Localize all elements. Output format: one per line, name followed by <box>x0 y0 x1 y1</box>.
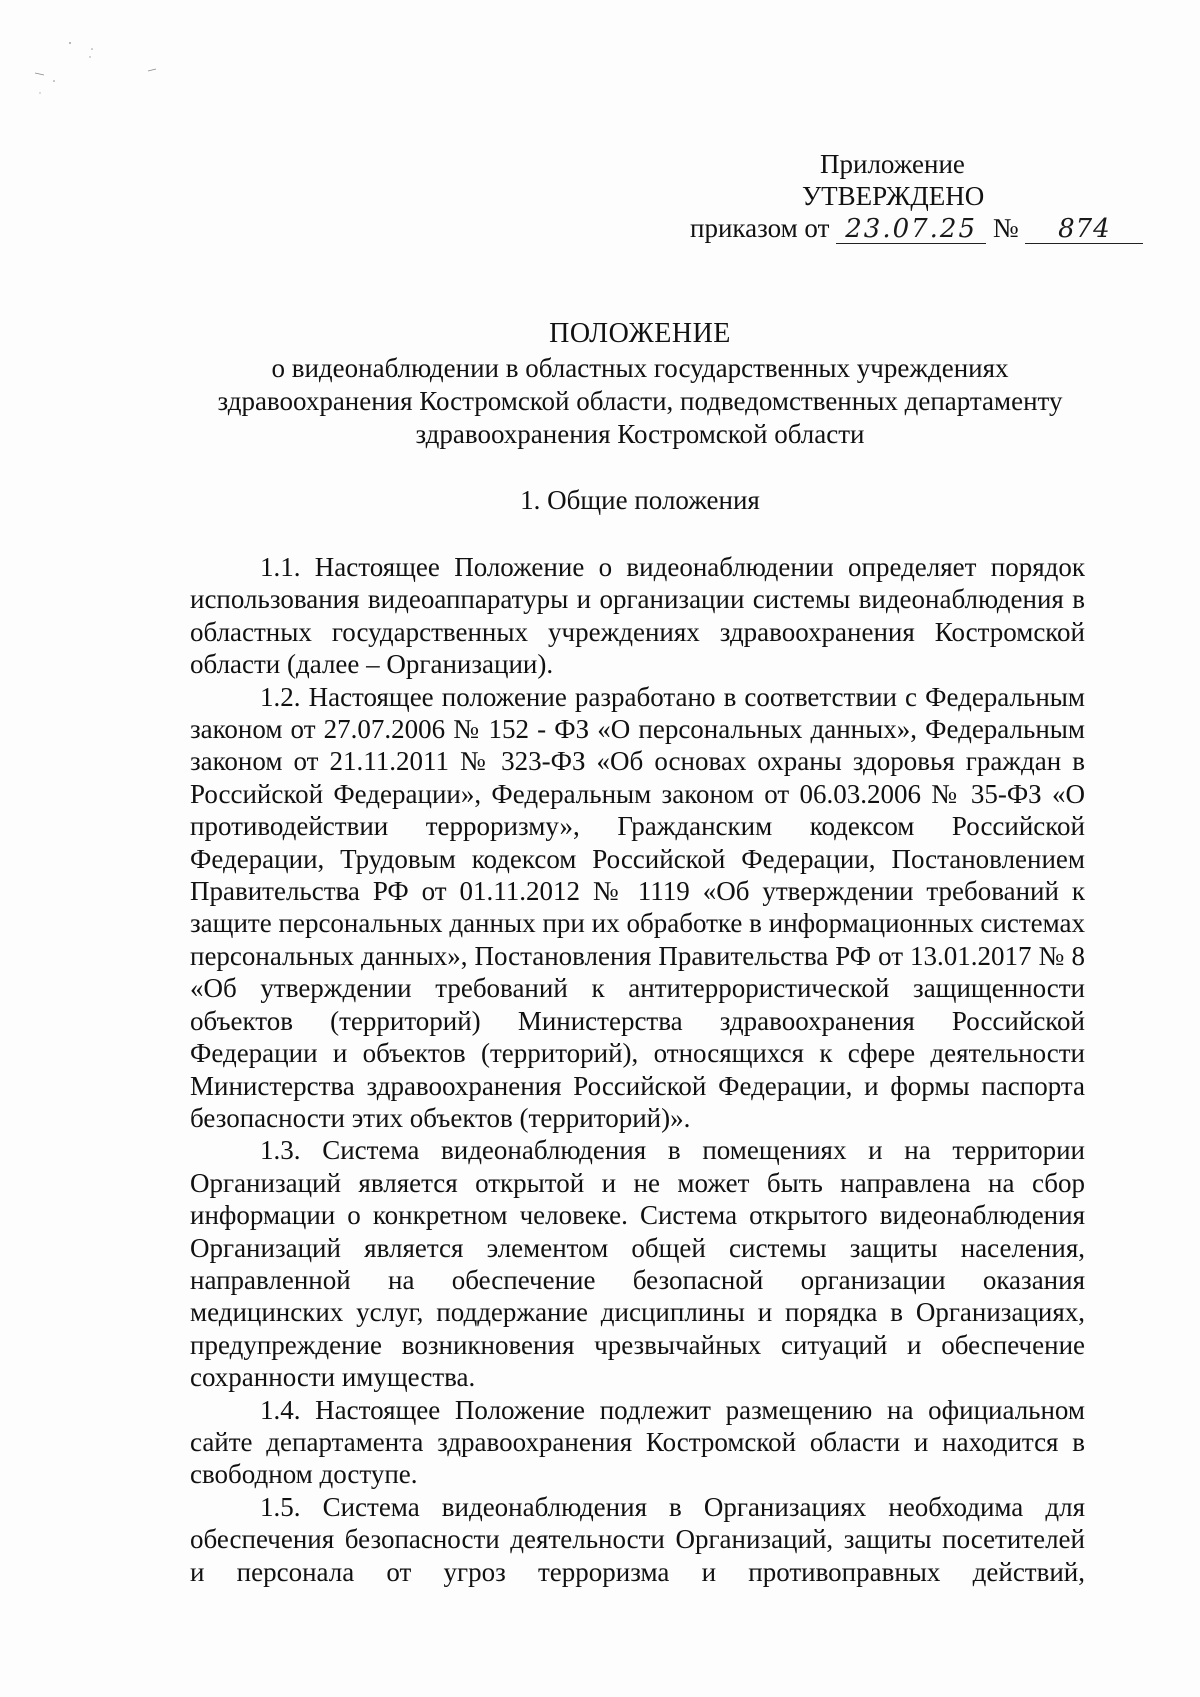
section-heading: 1. Общие положения <box>520 485 760 515</box>
order-line <box>690 212 1120 244</box>
approval-stamp-block <box>690 148 1120 244</box>
document-body <box>190 551 1085 1588</box>
document-title: ПОЛОЖЕНИЕ <box>549 318 731 349</box>
appendix-label: Приложение <box>820 149 965 179</box>
document-subtitle: о видеонаблюдении в областных государственных учреждениях здравоохранения Костромской области, подведомственных департаменту здравоохранения Костромской области <box>217 353 1063 449</box>
handwritten-order-date: 23.07.25 <box>836 215 986 244</box>
paragraph-1-1: 1.1. Настоящее Положение о видеонаблюдении определяет порядок использования видеоаппаратуры и организации системы видеонаблюдения в областных государственных учреждениях здравоохранения Костромской области (далее – Организации). <box>190 552 1085 680</box>
paragraph-1-5: 1.5. Система видеонаблюдения в Организациях необходима для обеспечения безопасности деятельности Организаций, защиты посетителей и персонала от угроз терроризма и противоправных действий, <box>190 1491 1085 1587</box>
number-sign: № <box>992 213 1019 243</box>
document-title-block <box>190 317 1090 451</box>
handwritten-order-number: 874 <box>1025 215 1143 244</box>
order-prefix: приказом от <box>690 213 830 243</box>
paragraph-1-2: 1.2. Настоящее положение разработано в соответствии с Федеральным законом от 27.07.2006 № 152 - ФЗ «О персональных данных», Федеральным законом от 21.11.2011 № 323-ФЗ «Об основах охраны здоровья граждан в Российской Федерации», Федеральным законом от 06.03.2006 № 35-ФЗ «О противодействии терроризму», Гражданским кодексом Российской Федерации, Трудовым кодексом Российской Федерации, Постановлением Правительства РФ от 01.11.2012 № 1119 «Об утверждении требований к защите персональных данных при их обработке в информационных системах персональных данных», Постановления Правительства РФ от 13.01.2017 № 8 «Об утверждении требований к антитеррористической защищенности объектов (территорий) Министерства здравоохранения Российской Федерации и объектов (территорий), относящихся к сфере деятельности Министерства здравоохранения Российской Федерации, и формы паспорта безопасности этих объектов (территорий)». <box>190 681 1085 1133</box>
scan-specks <box>30 35 180 105</box>
approved-label: УТВЕРЖДЕНО <box>802 181 985 211</box>
paragraph-1-3: 1.3. Система видеонаблюдения в помещениях и на территории Организаций является открытой и не может быть направлена на сбор информации о конкретном человеке. Система открытого видеонаблюдения Организаций является элементом общей системы защиты населения, направленной на обеспечение безопасной организации оказания медицинских услуг, поддержание дисциплины и порядка в Организациях, предупреждение возникновения чрезвычайных ситуаций и обеспечение сохранности имущества. <box>190 1135 1085 1393</box>
paragraph-1-4: 1.4. Настоящее Положение подлежит размещению на официальном сайте департамента здравоохранения Костромской области и находится в свободном доступе. <box>190 1394 1085 1490</box>
